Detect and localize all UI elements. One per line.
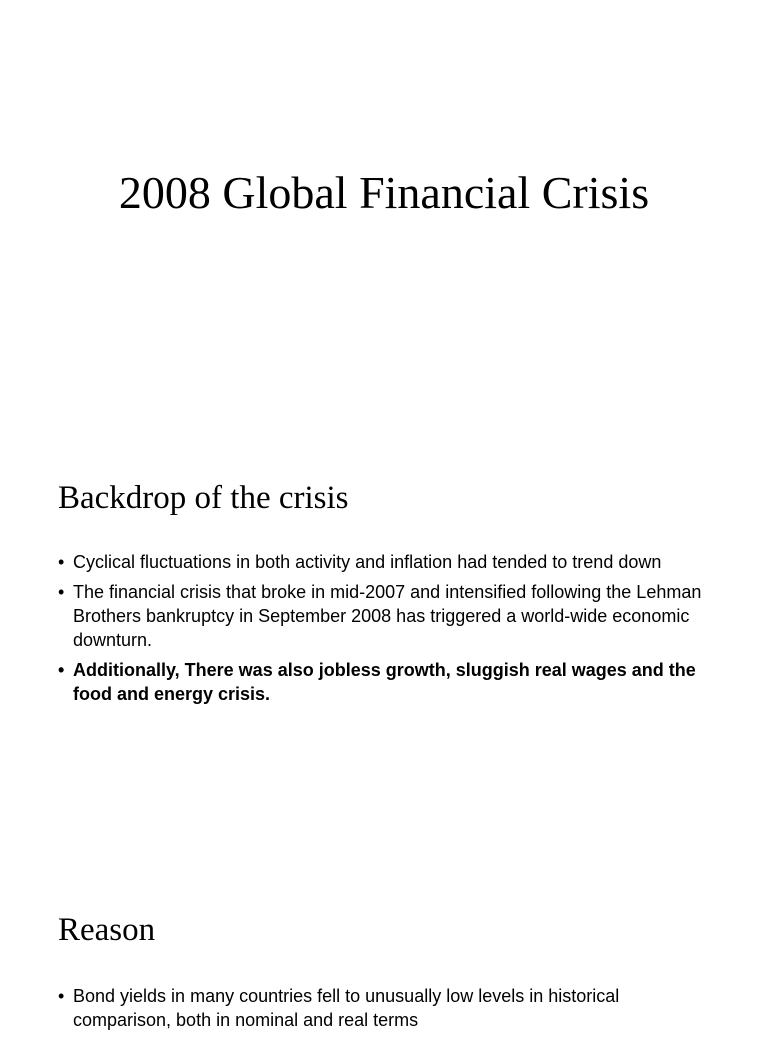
list-item: • Cyclical fluctuations in both activity and inflation had tended to trend down [58, 550, 718, 574]
reason-bullet-list [58, 984, 718, 1038]
page-title: 2008 Global Financial Crisis [118, 167, 650, 218]
list-item: • Additionally, There was also jobless growth, sluggish real wages and the food and energy crisis. [58, 658, 718, 706]
backdrop-section-title: Backdrop of the crisis [58, 480, 349, 516]
list-item: • The financial crisis that broke in mid-2007 and intensified following the Lehman Brothers bankruptcy in September 2008 has triggered a world-wide economic downturn. [58, 580, 718, 652]
list-item: • Bond yields in many countries fell to unusually low levels in historical comparison, both in nominal and real terms [58, 984, 718, 1032]
backdrop-bullet-list [58, 550, 718, 712]
reason-section-title: Reason [58, 912, 156, 948]
title-slide [0, 0, 768, 420]
